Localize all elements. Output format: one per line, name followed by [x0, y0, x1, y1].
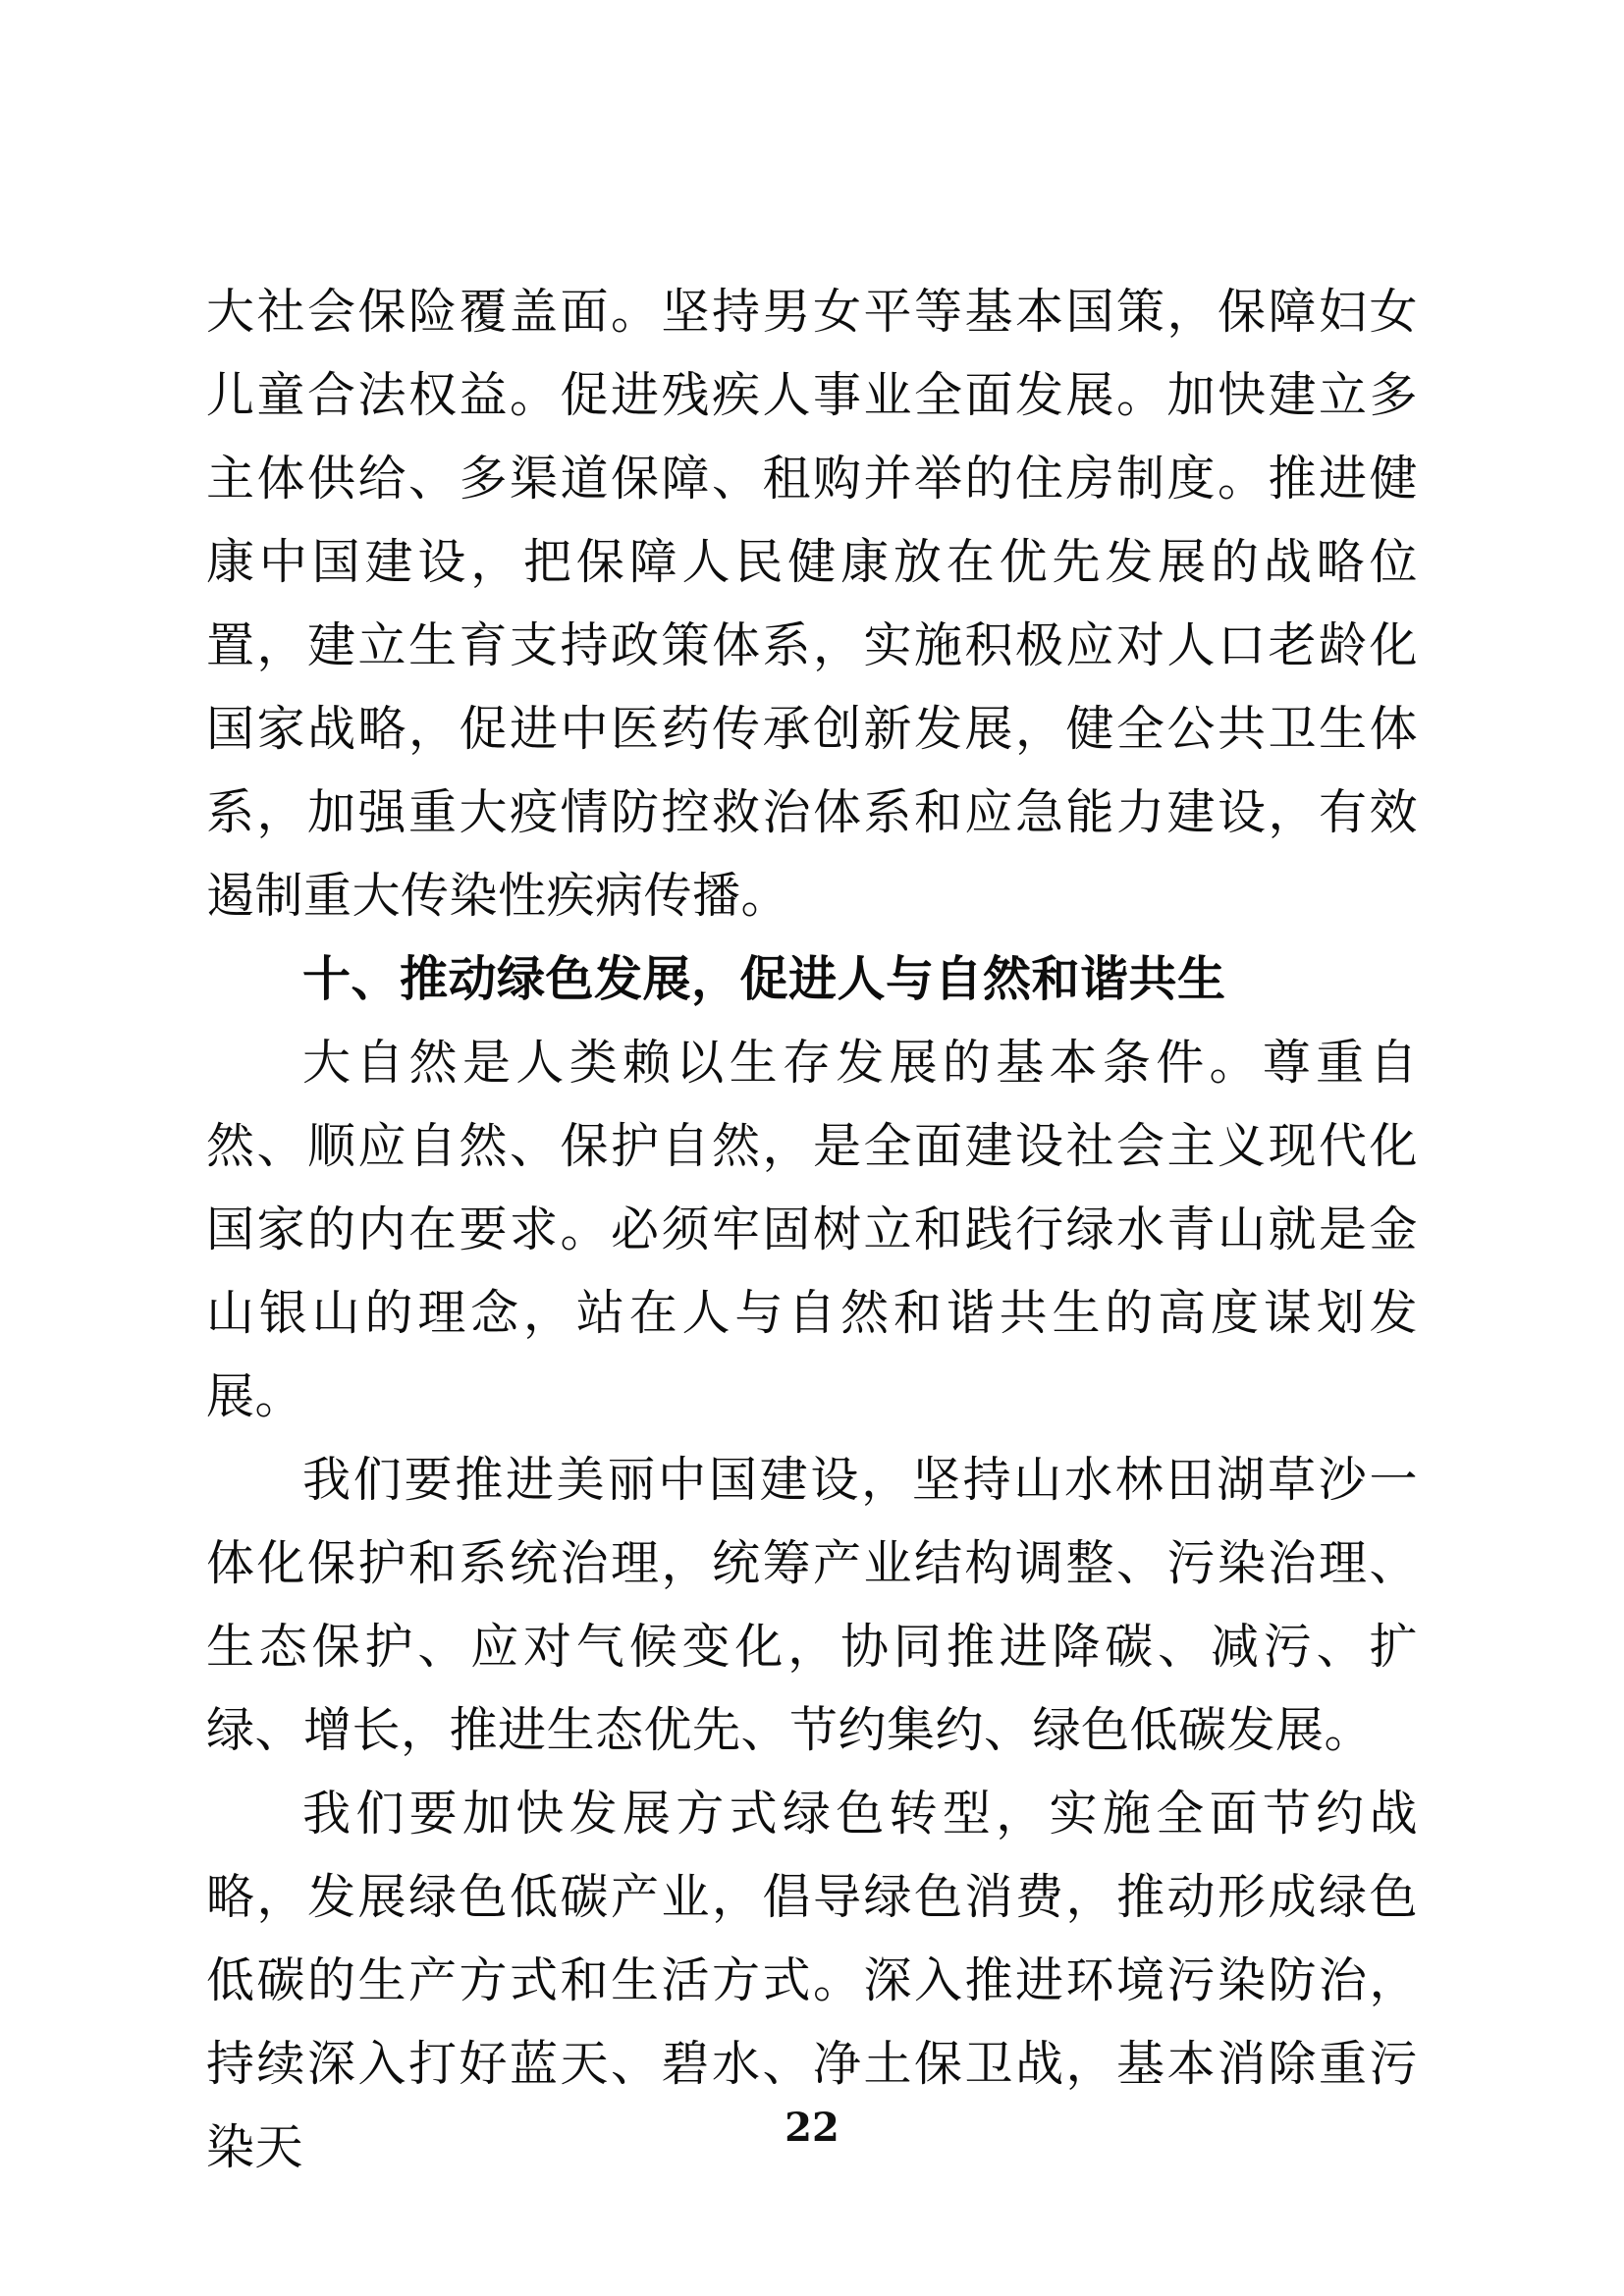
- section-heading-ten: 十、推动绿色发展，促进人与自然和谐共生: [302, 951, 1226, 1007]
- page-number: 22: [785, 2105, 839, 2151]
- paragraph-beautiful-china: 我们要推进美丽中国建设，坚持山水林田湖草沙一体化保护和系统治理，统筹产业结构调整、污染治理、生态保护、应对气候变化，协同推进降碳、减污、扩绿、增长，推进生态优先、节约集约、绿色低碳发展。: [206, 1452, 1418, 1758]
- document-body: [206, 270, 1418, 2189]
- paragraph-green-transition: 我们要加快发展方式绿色转型，实施全面节约战略，发展绿色低碳产业，倡导绿色消费，推动形成绿色低碳的生产方式和生活方式。深入推进环境污染防治，持续深入打好蓝天、碧水、净土保卫战，基本消除重污染天: [206, 1786, 1418, 2175]
- paragraph-nature-conditions: 大自然是人类赖以生存发展的基本条件。尊重自然、顺应自然、保护自然，是全面建设社会主义现代化国家的内在要求。必须牢固树立和践行绿水青山就是金山银山的理念，站在人与自然和谐共生的高度谋划发展。: [206, 1035, 1418, 1424]
- paragraph-continued: 大社会保险覆盖面。坚持男女平等基本国策，保障妇女儿童合法权益。促进残疾人事业全面发展。加快建立多主体供给、多渠道保障、租购并举的住房制度。推进健康中国建设，把保障人民健康放在优先发展的战略位置，建立生育支持政策体系，实施积极应对人口老龄化国家战略，促进中医药传承创新发展，健全公共卫生体系，加强重大疫情防控救治体系和应急能力建设，有效遏制重大传染性疾病传播。: [206, 284, 1418, 924]
